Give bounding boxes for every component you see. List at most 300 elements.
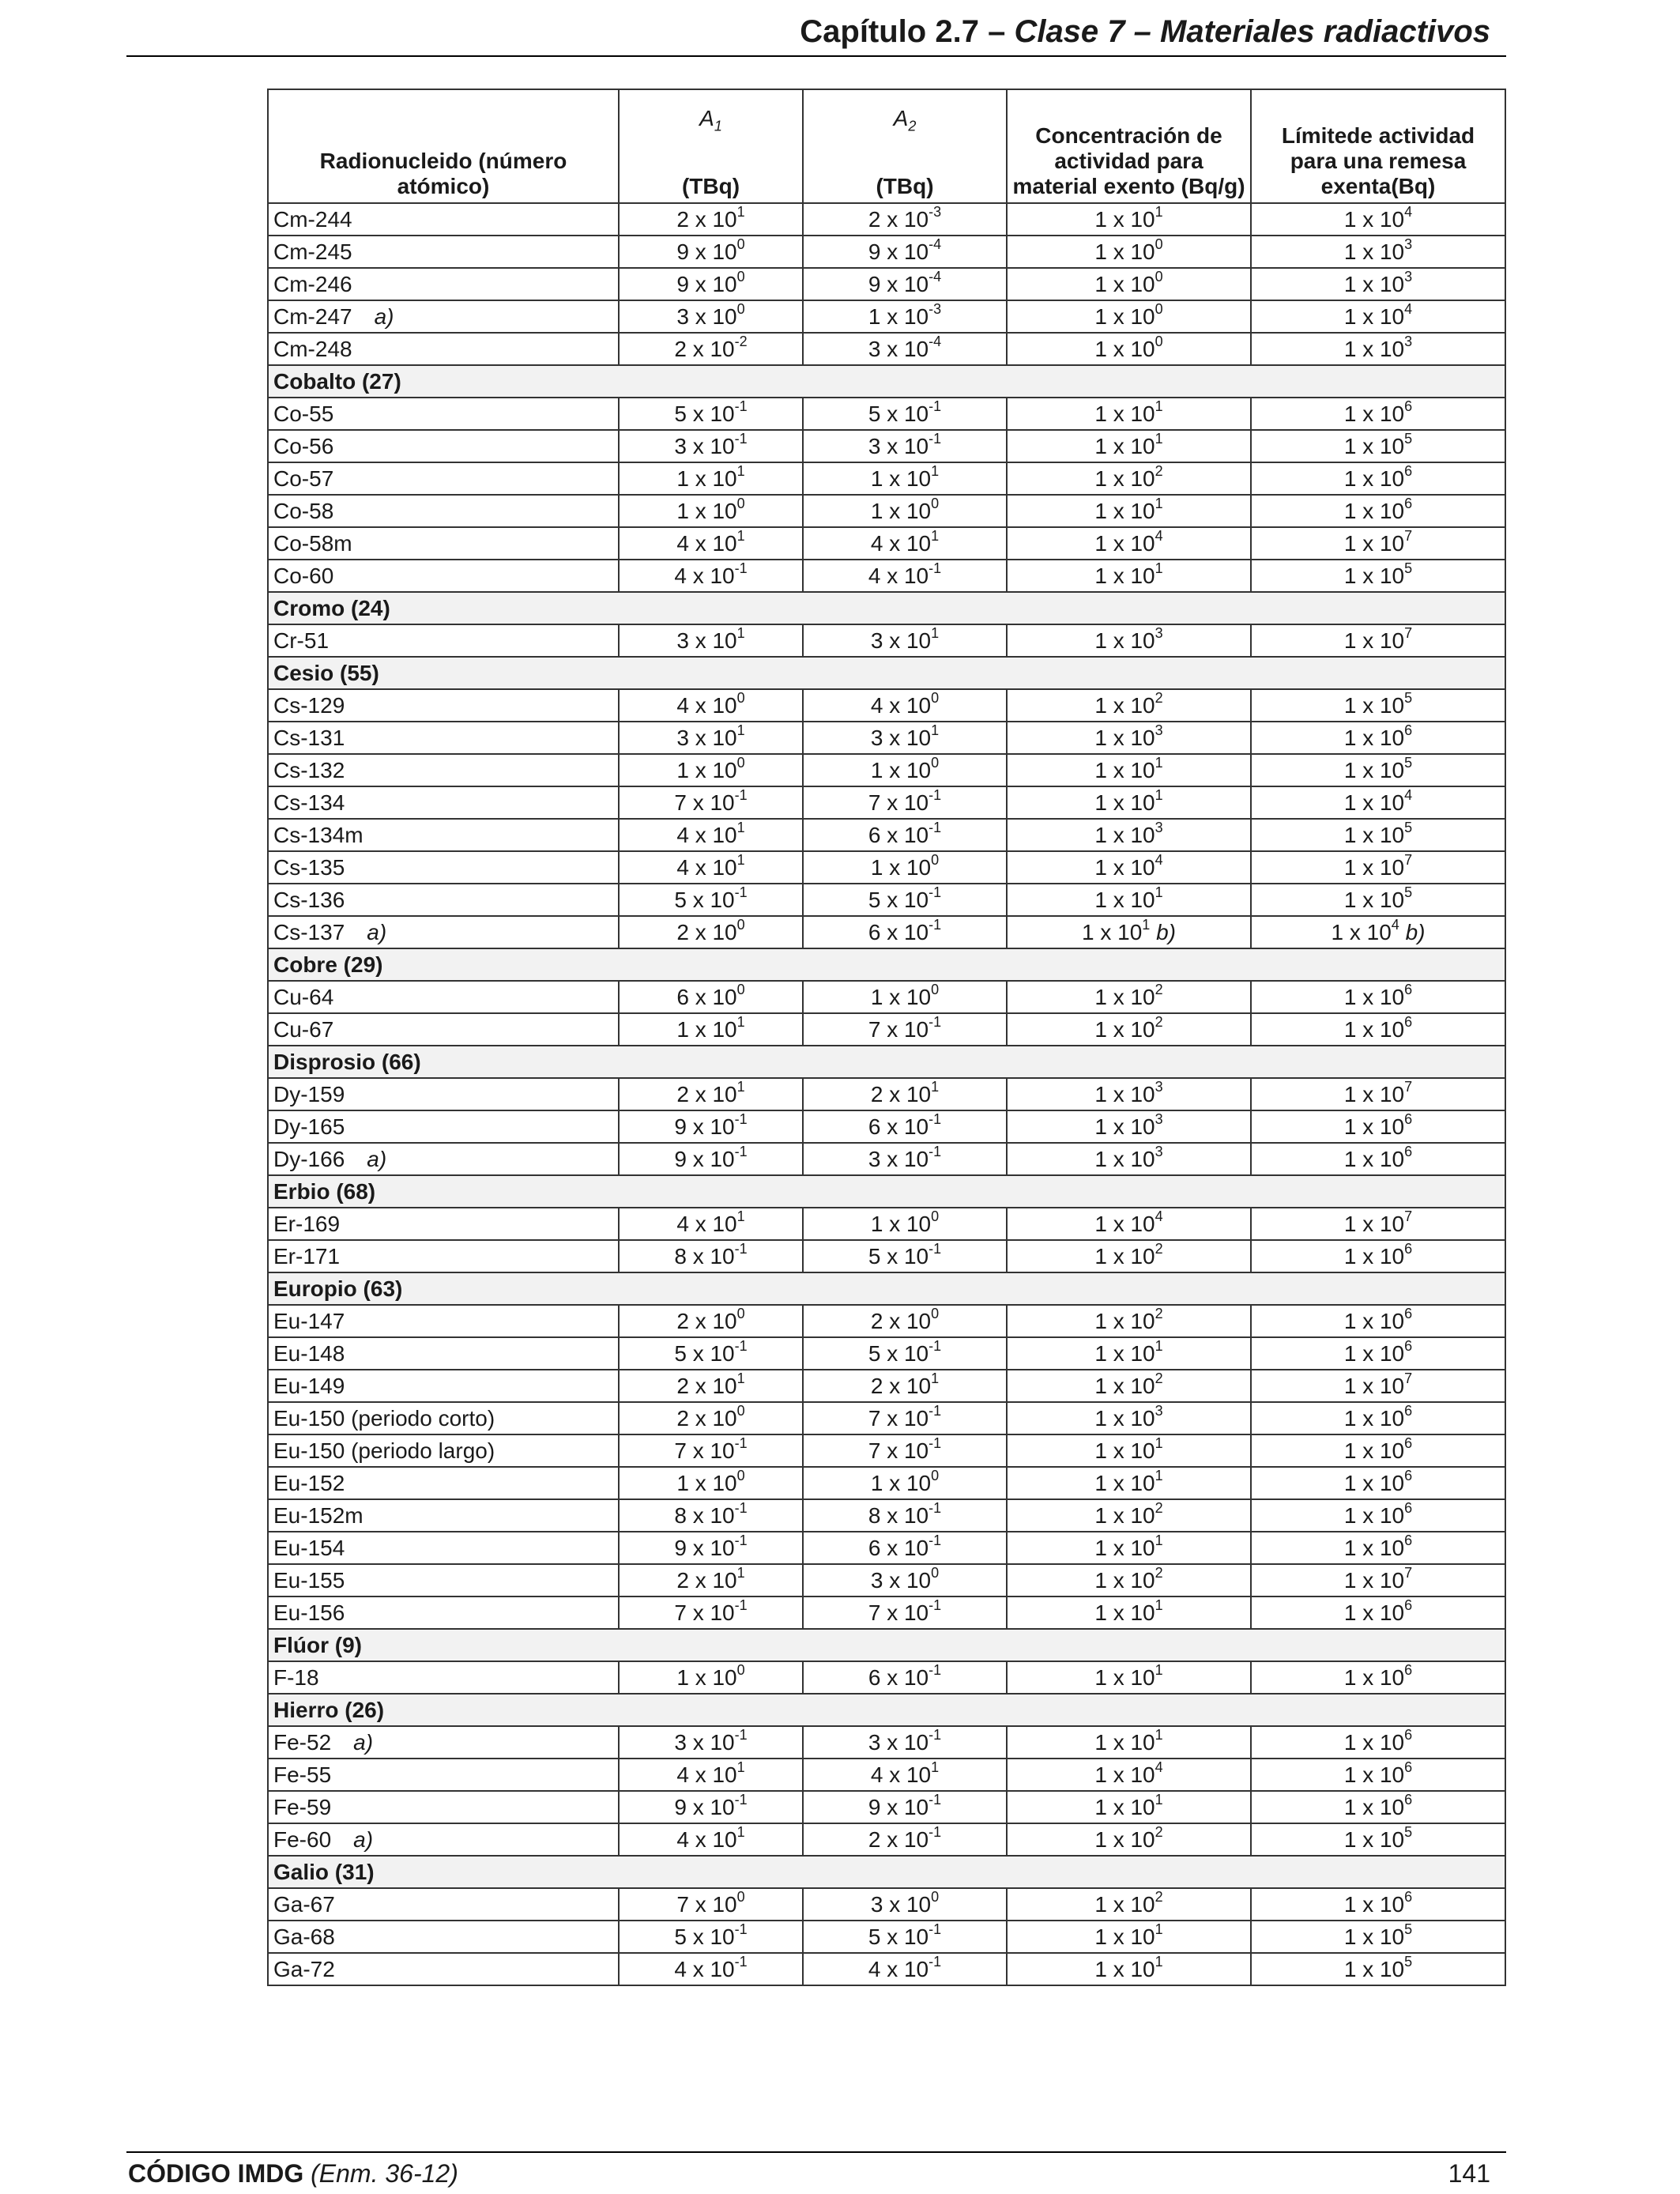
value-exponent: 1: [736, 819, 745, 835]
radionuclide-name: Co-57: [273, 466, 334, 491]
value-exponent: 1: [736, 1208, 745, 1224]
value-base: 4 x 10: [676, 855, 737, 880]
value-base: 1 x 10: [1094, 823, 1155, 847]
cell-a1: [619, 819, 803, 851]
value-base: 5 x 10: [868, 888, 929, 912]
radionuclide-table: [267, 89, 1506, 1986]
value-exponent: 7: [1404, 851, 1413, 868]
cell-concentration: [1007, 884, 1251, 916]
radionuclide-name: Dy-165: [273, 1114, 345, 1139]
value-base: 1 x 10: [1343, 1438, 1405, 1463]
radionuclide-name: Fe-60: [273, 1827, 332, 1852]
cell-a2: [803, 1661, 1007, 1694]
cell-a2: [803, 495, 1007, 527]
value-base: 4 x 10: [868, 1957, 929, 1981]
value-exponent: 6: [1404, 1596, 1413, 1613]
value-exponent: 6: [1404, 1759, 1413, 1775]
value-base: 1 x 10: [1094, 401, 1155, 426]
cell-a2: [803, 527, 1007, 560]
table-row: [268, 430, 1505, 462]
cell-concentration: [1007, 1791, 1251, 1823]
value-base: 1 x 10: [1343, 628, 1405, 653]
table-row: [268, 1532, 1505, 1564]
cell-a2: [803, 786, 1007, 819]
value-exponent: 1: [931, 624, 940, 641]
element-group-label: Cobalto (27): [268, 365, 1505, 398]
value-exponent: 6: [1404, 1467, 1413, 1483]
value-exponent: 1: [736, 851, 745, 868]
value-exponent: -1: [929, 1661, 942, 1678]
value-base: 1 x 10: [1343, 985, 1405, 1009]
cell-a1: [619, 495, 803, 527]
value-exponent: 2: [1155, 1013, 1163, 1030]
value-exponent: 3: [1404, 333, 1413, 349]
col-header-a2: [803, 89, 1007, 203]
value-exponent: 6: [1404, 1305, 1413, 1321]
value-base: 5 x 10: [674, 401, 735, 426]
value-exponent: -1: [734, 560, 748, 576]
cell-a1: [619, 1726, 803, 1759]
value-exponent: 1: [1155, 1434, 1163, 1451]
col-header-limit: Límitede actividad para una remesa exenta(Bq): [1251, 89, 1505, 203]
cell-limit: [1251, 1888, 1505, 1921]
cell-radionuclide: [268, 1564, 619, 1596]
value-base: 5 x 10: [674, 1924, 735, 1949]
value-base: 3 x 10: [870, 726, 932, 750]
value-base: 3 x 10: [674, 1730, 735, 1755]
radionuclide-name: Co-58m: [273, 531, 352, 556]
value-base: 5 x 10: [674, 888, 735, 912]
cell-radionuclide: [268, 1305, 619, 1337]
radionuclide-name: Eu-152: [273, 1471, 345, 1495]
value-base: 1 x 10: [1094, 1600, 1155, 1625]
radionuclide-name: Ga-72: [273, 1957, 335, 1981]
value-exponent: 0: [931, 1467, 940, 1483]
value-exponent: -1: [929, 430, 942, 447]
cell-limit: [1251, 1791, 1505, 1823]
value-base: 2 x 10: [676, 207, 737, 232]
value-base: 1 x 10: [1094, 1082, 1155, 1106]
cell-a2: [803, 754, 1007, 786]
radionuclide-name: Cs-136: [273, 888, 345, 912]
value-base: 1 x 10: [1094, 272, 1155, 296]
radionuclide-name: Cs-134m: [273, 823, 363, 847]
value-base: 1 x 10: [1094, 1762, 1155, 1787]
cell-concentration: [1007, 1305, 1251, 1337]
cell-limit: [1251, 1110, 1505, 1143]
value-base: 9 x 10: [868, 239, 929, 264]
value-exponent: -1: [929, 398, 942, 414]
cell-a1: [619, 527, 803, 560]
cell-limit: [1251, 333, 1505, 365]
value-exponent: 1: [736, 1759, 745, 1775]
value-exponent: -3: [929, 300, 942, 317]
footnote-marker: a): [367, 1147, 387, 1171]
cell-limit: [1251, 851, 1505, 884]
value-base: 4 x 10: [676, 531, 737, 556]
value-exponent: 1: [736, 1823, 745, 1840]
cell-radionuclide: [268, 430, 619, 462]
a2-subscript: 2: [908, 119, 917, 134]
value-exponent: 1: [1155, 1467, 1163, 1483]
cell-concentration: [1007, 203, 1251, 236]
value-base: 1 x 10: [1343, 1374, 1405, 1398]
cell-limit: [1251, 1078, 1505, 1110]
value-exponent: 6: [1404, 1143, 1413, 1159]
value-exponent: -1: [734, 1921, 748, 1937]
cell-a2: [803, 722, 1007, 754]
value-exponent: 1: [1155, 884, 1163, 900]
radionuclide-name: Er-169: [273, 1212, 341, 1236]
value-exponent: 1: [1155, 203, 1163, 220]
cell-limit: [1251, 819, 1505, 851]
value-base: 1 x 10: [870, 758, 932, 782]
cell-limit: [1251, 300, 1505, 333]
cell-a1: [619, 1337, 803, 1370]
cell-a1: [619, 1499, 803, 1532]
cell-radionuclide: [268, 1532, 619, 1564]
value-exponent: 7: [1404, 1078, 1413, 1095]
value-exponent: 0: [1155, 268, 1163, 285]
value-base: 1 x 10: [1094, 1568, 1155, 1593]
cell-a2: [803, 1823, 1007, 1856]
value-base: 1 x 10: [1343, 1114, 1405, 1139]
value-base: 1 x 10: [1343, 693, 1405, 718]
cell-radionuclide: [268, 1240, 619, 1272]
value-base: 1 x 10: [1082, 920, 1143, 944]
a2-unit: (TBq): [876, 174, 934, 198]
cell-a1: [619, 1467, 803, 1499]
a1-symbol: [624, 106, 797, 139]
cell-a2: [803, 1467, 1007, 1499]
value-base: 7 x 10: [868, 1438, 929, 1463]
value-base: 4 x 10: [674, 564, 735, 588]
cell-limit: [1251, 916, 1505, 948]
value-exponent: 7: [1404, 1564, 1413, 1581]
value-base: 1 x 10: [1343, 434, 1405, 458]
header-rule: [126, 55, 1506, 57]
element-group-label: Cromo (24): [268, 592, 1505, 624]
table-row: [268, 527, 1505, 560]
cell-a1: [619, 1013, 803, 1046]
group-header-row: [268, 592, 1505, 624]
value-base: 4 x 10: [674, 1957, 735, 1981]
value-exponent: 2: [1155, 1564, 1163, 1581]
cell-radionuclide: [268, 1499, 619, 1532]
value-base: 1 x 10: [1343, 207, 1405, 232]
table-row: [268, 884, 1505, 916]
cell-a1: [619, 786, 803, 819]
value-exponent: 6: [1404, 398, 1413, 414]
value-base: 1 x 10: [1094, 985, 1155, 1009]
cell-limit: [1251, 1759, 1505, 1791]
radionuclide-name: Eu-147: [273, 1309, 345, 1333]
value-exponent: 6: [1404, 1791, 1413, 1808]
value-exponent: -1: [734, 1110, 748, 1127]
value-exponent: -1: [929, 1823, 942, 1840]
cell-a1: [619, 236, 803, 268]
value-exponent: -1: [734, 1240, 748, 1257]
cell-a1: [619, 689, 803, 722]
cell-a1: [619, 1078, 803, 1110]
value-base: 2 x 10: [676, 1374, 737, 1398]
value-base: 7 x 10: [868, 1406, 929, 1431]
a1-letter: A: [699, 106, 714, 131]
value-base: 1 x 10: [1094, 1114, 1155, 1139]
value-base: 1 x 10: [1094, 1503, 1155, 1528]
value-exponent: 1: [931, 722, 940, 738]
cell-concentration: [1007, 754, 1251, 786]
cell-limit: [1251, 1402, 1505, 1434]
value-exponent: 0: [736, 981, 745, 997]
cell-a1: [619, 1888, 803, 1921]
value-exponent: 0: [736, 1305, 745, 1321]
value-base: 1 x 10: [1343, 1924, 1405, 1949]
radionuclide-name: Cr-51: [273, 628, 330, 653]
radionuclide-name: Eu-154: [273, 1536, 345, 1560]
table-row: [268, 1596, 1505, 1629]
radionuclide-name: Co-55: [273, 401, 334, 426]
value-exponent: -1: [929, 1953, 942, 1970]
value-exponent: 4: [1391, 916, 1399, 933]
value-exponent: 0: [736, 754, 745, 771]
value-base: 7 x 10: [868, 790, 929, 815]
value-base: 8 x 10: [674, 1503, 735, 1528]
radionuclide-name: Eu-155: [273, 1568, 345, 1593]
value-exponent: 5: [1404, 560, 1413, 576]
cell-a2: [803, 203, 1007, 236]
cell-radionuclide: [268, 333, 619, 365]
cell-radionuclide: [268, 1402, 619, 1434]
col-header-radionuclide: Radionucleido (número atómico): [268, 89, 619, 203]
cell-radionuclide: [268, 981, 619, 1013]
value-exponent: 0: [736, 300, 745, 317]
radionuclide-table-container: [267, 89, 1505, 1986]
value-exponent: 3: [1155, 1110, 1163, 1127]
cell-a2: [803, 1402, 1007, 1434]
cell-a1: [619, 1791, 803, 1823]
value-exponent: -1: [929, 1110, 942, 1127]
radionuclide-name: Cs-131: [273, 726, 345, 750]
cell-limit: [1251, 1596, 1505, 1629]
value-base: 1 x 10: [1343, 855, 1405, 880]
cell-limit: [1251, 689, 1505, 722]
value-exponent: -1: [734, 884, 748, 900]
cell-concentration: [1007, 722, 1251, 754]
cell-a1: [619, 1921, 803, 1953]
value-base: 9 x 10: [674, 1147, 735, 1171]
cell-a1: [619, 754, 803, 786]
table-header-row: [268, 89, 1505, 203]
value-exponent: 0: [736, 495, 745, 511]
radionuclide-name: Cs-129: [273, 693, 345, 718]
radionuclide-name: Eu-149: [273, 1374, 345, 1398]
cell-a1: [619, 430, 803, 462]
value-exponent: 5: [1404, 689, 1413, 706]
value-base: 1 x 10: [1094, 1827, 1155, 1852]
table-row: [268, 689, 1505, 722]
cell-concentration: [1007, 1823, 1251, 1856]
cell-radionuclide: [268, 1208, 619, 1240]
radionuclide-name: Eu-148: [273, 1341, 345, 1366]
table-row: [268, 1078, 1505, 1110]
value-exponent: 1: [931, 1370, 940, 1386]
value-exponent: 3: [1404, 268, 1413, 285]
cell-concentration: [1007, 430, 1251, 462]
cell-radionuclide: [268, 236, 619, 268]
cell-concentration: [1007, 1921, 1251, 1953]
table-row: [268, 236, 1505, 268]
cell-radionuclide: [268, 462, 619, 495]
value-base: 8 x 10: [674, 1244, 735, 1269]
value-exponent: 6: [1404, 1661, 1413, 1678]
element-group-label: Hierro (26): [268, 1694, 1505, 1726]
element-group-label: Galio (31): [268, 1856, 1505, 1888]
value-base: 1 x 10: [1094, 1406, 1155, 1431]
cell-concentration: [1007, 462, 1251, 495]
value-exponent: 1: [1142, 916, 1151, 933]
radionuclide-name: Fe-55: [273, 1762, 332, 1787]
cell-a2: [803, 1499, 1007, 1532]
value-base: 7 x 10: [674, 1600, 735, 1625]
cell-radionuclide: [268, 1434, 619, 1467]
cell-concentration: [1007, 916, 1251, 948]
cell-a1: [619, 333, 803, 365]
cell-radionuclide: [268, 1888, 619, 1921]
cell-radionuclide: [268, 1110, 619, 1143]
col-header-concentration: Concentración de actividad para material exento (Bq/g): [1007, 89, 1251, 203]
cell-radionuclide: [268, 884, 619, 916]
cell-concentration: [1007, 851, 1251, 884]
table-row: [268, 1888, 1505, 1921]
value-exponent: 1: [1155, 495, 1163, 511]
cell-a2: [803, 1791, 1007, 1823]
value-exponent: 6: [1404, 1434, 1413, 1451]
value-base: 2 x 10: [870, 1374, 932, 1398]
value-base: 2 x 10: [868, 207, 929, 232]
value-base: 2 x 10: [676, 1082, 737, 1106]
value-base: 1 x 10: [1094, 1212, 1155, 1236]
radionuclide-name: Ga-67: [273, 1892, 335, 1917]
table-row: [268, 1434, 1505, 1467]
value-base: 4 x 10: [676, 1212, 737, 1236]
cell-a1: [619, 1661, 803, 1694]
cell-limit: [1251, 1143, 1505, 1175]
value-exponent: -1: [929, 1240, 942, 1257]
radionuclide-name: Co-60: [273, 564, 334, 588]
value-exponent: 5: [1404, 430, 1413, 447]
value-base: 1 x 10: [1331, 920, 1392, 944]
radionuclide-name: Dy-159: [273, 1082, 345, 1106]
cell-radionuclide: [268, 300, 619, 333]
cell-concentration: [1007, 1013, 1251, 1046]
element-group-label: Flúor (9): [268, 1629, 1505, 1661]
cell-a1: [619, 1143, 803, 1175]
value-base: 1 x 10: [1094, 337, 1155, 361]
value-exponent: 1: [1155, 1791, 1163, 1808]
a1-unit: (TBq): [681, 174, 740, 198]
value-base: 1 x 10: [868, 304, 929, 329]
value-base: 1 x 10: [1094, 758, 1155, 782]
value-base: 1 x 10: [1094, 1341, 1155, 1366]
value-exponent: 1: [1155, 1921, 1163, 1937]
cell-a2: [803, 462, 1007, 495]
cell-a1: [619, 624, 803, 657]
value-exponent: 1: [931, 462, 940, 479]
cell-radionuclide: [268, 398, 619, 430]
cell-a2: [803, 1337, 1007, 1370]
value-exponent: 1: [931, 1759, 940, 1775]
value-base: 1 x 10: [676, 499, 737, 523]
value-base: 1 x 10: [1094, 1892, 1155, 1917]
value-base: 1 x 10: [1343, 1536, 1405, 1560]
value-base: 1 x 10: [1343, 1406, 1405, 1431]
value-exponent: -1: [929, 1726, 942, 1743]
group-header-row: [268, 1629, 1505, 1661]
value-base: 1 x 10: [1094, 1471, 1155, 1495]
table-row: [268, 1467, 1505, 1499]
cell-a2: [803, 1726, 1007, 1759]
cell-radionuclide: [268, 916, 619, 948]
value-base: 3 x 10: [870, 1892, 932, 1917]
cell-a1: [619, 981, 803, 1013]
value-base: 4 x 10: [870, 531, 932, 556]
value-base: 1 x 10: [870, 1471, 932, 1495]
cell-a1: [619, 398, 803, 430]
value-base: 9 x 10: [676, 272, 737, 296]
radionuclide-name: Co-58: [273, 499, 334, 523]
cell-concentration: [1007, 1370, 1251, 1402]
value-base: 3 x 10: [674, 434, 735, 458]
table-row: [268, 754, 1505, 786]
cell-a2: [803, 689, 1007, 722]
value-base: 1 x 10: [1343, 337, 1405, 361]
cell-concentration: [1007, 1208, 1251, 1240]
cell-concentration: [1007, 1532, 1251, 1564]
footer-rule: [126, 2151, 1506, 2153]
cell-a2: [803, 1078, 1007, 1110]
cell-limit: [1251, 495, 1505, 527]
value-base: 1 x 10: [1343, 1309, 1405, 1333]
value-base: 3 x 10: [870, 628, 932, 653]
value-exponent: -1: [929, 786, 942, 803]
value-exponent: 6: [1404, 462, 1413, 479]
cell-a1: [619, 1240, 803, 1272]
value-base: 1 x 10: [1343, 304, 1405, 329]
value-base: 1 x 10: [1094, 693, 1155, 718]
cell-a1: [619, 1434, 803, 1467]
cell-radionuclide: [268, 786, 619, 819]
value-base: 8 x 10: [868, 1503, 929, 1528]
table-row: [268, 1013, 1505, 1046]
value-exponent: -1: [929, 819, 942, 835]
cell-a1: [619, 1953, 803, 1985]
radionuclide-name: Eu-152m: [273, 1503, 363, 1528]
value-base: 6 x 10: [868, 823, 929, 847]
value-exponent: -4: [929, 236, 942, 252]
cell-limit: [1251, 1240, 1505, 1272]
value-exponent: -1: [929, 1013, 942, 1030]
value-base: 7 x 10: [676, 1892, 737, 1917]
value-base: 1 x 10: [1094, 726, 1155, 750]
value-base: 9 x 10: [674, 1795, 735, 1819]
value-exponent: 4: [1404, 203, 1413, 220]
table-row: [268, 1921, 1505, 1953]
value-base: 1 x 10: [870, 499, 932, 523]
value-base: 3 x 10: [868, 337, 929, 361]
value-base: 1 x 10: [676, 1017, 737, 1042]
cell-radionuclide: [268, 1823, 619, 1856]
